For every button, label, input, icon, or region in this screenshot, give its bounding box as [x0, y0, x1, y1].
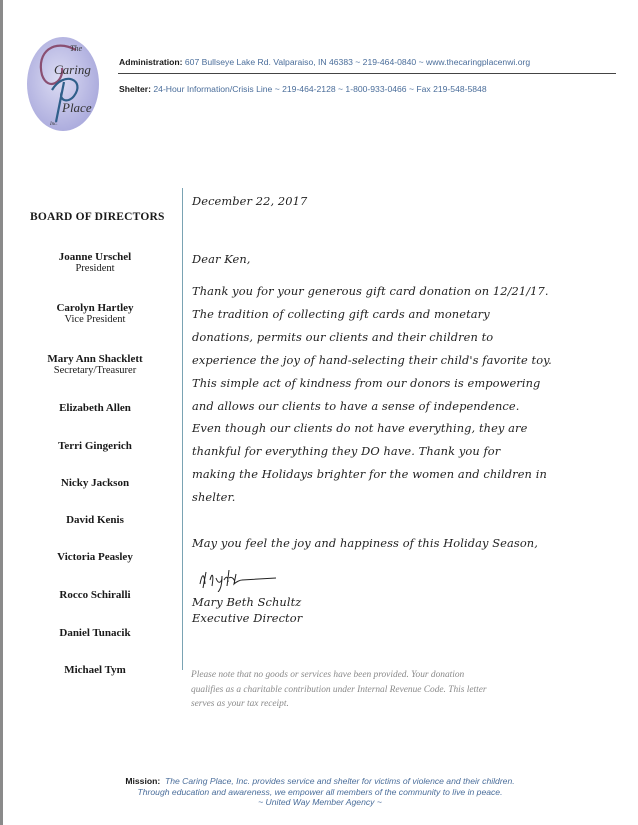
member-name: Michael Tym [64, 664, 126, 676]
text-line: This simple act of kindness from our donors is empowering [192, 376, 541, 390]
signature-icon [196, 566, 286, 592]
mission-line-2: Through education and awareness, we empower all members of the community to live in peace. [137, 786, 503, 797]
text-line: and allows our clients to have a sense of independence. [192, 399, 520, 413]
text-line: The tradition of collecting gift cards and monetary [192, 307, 490, 321]
member-name: David Kenis [66, 514, 124, 526]
member-role: Secretary/Treasurer [53, 365, 137, 376]
logo-word-caring: Caring [54, 62, 91, 77]
mission-line-3: ~ United Way Member Agency ~ [258, 797, 382, 807]
board-member [14, 440, 176, 452]
member-name: Elizabeth Allen [59, 402, 131, 414]
mission-line-1 [60, 776, 580, 787]
text-line: qualifies as a charitable contribution under Internal Revenue Code. This letter [191, 684, 487, 695]
administration-text: 607 Bullseye Lake Rd. Valparaiso, IN 46383 ~ 219-464-0840 ~ www.thecaringplacenwi.org [184, 57, 531, 67]
text-line: making the Holidays brighter for the women and children in [192, 467, 547, 481]
letter-salutation: Dear Ken, [192, 252, 251, 266]
shelter-text: 24-Hour Information/Crisis Line ~ 219-464-2128 ~ 1-800-933-0466 ~ Fax 219-548-5848 [153, 84, 487, 94]
letter-date: December 22, 2017 [192, 194, 308, 208]
signer-block [192, 594, 302, 626]
board-member [14, 353, 176, 377]
header-divider [118, 73, 616, 74]
board-member [14, 664, 176, 676]
board-member [14, 477, 176, 489]
letter-closing: May you feel the joy and happiness of this Holiday Season, [192, 536, 538, 550]
member-name: Daniel Tunacik [59, 627, 131, 639]
text-line: Even though our clients do not have everything, they are [192, 421, 528, 435]
member-name: Rocco Schiralli [59, 589, 131, 601]
board-member [14, 551, 176, 563]
mission-text: The Caring Place, Inc. provides service and shelter for victims of violence and their children. [164, 776, 515, 786]
text-line: thankful for everything they DO have. Thank you for [192, 444, 501, 458]
logo-word-place: Place [62, 100, 92, 115]
text-line: shelter. [192, 490, 236, 504]
text-line: Please note that no goods or services have been provided. Your donation [191, 670, 465, 680]
member-name: Carolyn Hartley [56, 302, 134, 314]
board-member [14, 589, 176, 601]
administration-label: Administration: [119, 57, 183, 67]
caring-place-logo-icon [24, 30, 102, 134]
text-line: experience the joy of hand-selecting their child's favorite toy. [192, 353, 552, 367]
board-title: BOARD OF DIRECTORS [30, 211, 165, 223]
logo-word-inc: Inc. [50, 122, 58, 127]
letter-paragraph-1 [192, 280, 552, 418]
member-name: Joanne Urschel [58, 251, 132, 263]
signer-name: Mary Beth Schultz [192, 595, 302, 609]
letter-paragraph-2 [192, 417, 547, 509]
member-name: Terri Gingerich [58, 440, 132, 452]
page-left-edge [0, 0, 3, 825]
shelter-line [119, 84, 487, 94]
signer-title: Executive Director [192, 611, 303, 625]
board-member [14, 402, 176, 414]
shelter-label: Shelter: [119, 84, 151, 94]
text-line: Thank you for your generous gift card donation on 12/21/17. [192, 284, 549, 298]
board-member [14, 302, 176, 326]
tax-receipt-note [191, 668, 487, 712]
mission-label: Mission: [125, 776, 161, 786]
member-name: Nicky Jackson [60, 477, 130, 489]
text-line: donations, permits our clients and their children to [192, 330, 494, 344]
member-name: Victoria Peasley [57, 551, 133, 563]
board-member [14, 627, 176, 639]
column-divider [182, 188, 183, 670]
member-role: President [75, 263, 115, 274]
board-member [14, 251, 176, 275]
member-role: Vice President [64, 314, 126, 325]
logo-word-the: The [70, 44, 82, 53]
text-line: serves as your tax receipt. [191, 699, 289, 710]
member-name: Mary Ann Shacklett [47, 353, 143, 365]
administration-line [119, 57, 530, 67]
mission-statement [60, 776, 580, 808]
board-member [14, 514, 176, 526]
